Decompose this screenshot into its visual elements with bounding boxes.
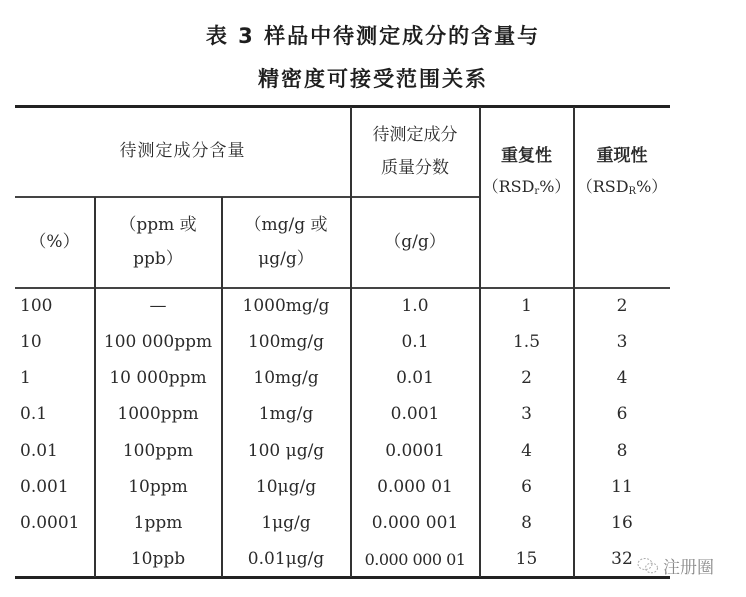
unit-sub: r <box>534 186 540 198</box>
cell-mg: 100 μg/g <box>247 440 325 461</box>
cell-gg: 0.0001 <box>385 440 445 461</box>
cell-rsd-r: 15 <box>515 548 538 569</box>
cell-rsd-R: 8 <box>616 440 628 461</box>
unit-suffix: %） <box>539 177 571 197</box>
unit-suffix: %） <box>636 177 668 197</box>
cell-percent: 1 <box>20 368 31 389</box>
cell-ppm: 1000ppm <box>117 404 199 425</box>
header-mass-fraction <box>351 107 479 196</box>
cell-gg: 0.001 <box>390 404 440 425</box>
subheader-mg <box>222 198 350 287</box>
cell-gg: 0.01 <box>396 368 434 389</box>
subheader-mg-line-2: μg/g） <box>258 248 314 269</box>
header-group-label: 待测定成分含量 <box>119 140 246 161</box>
unit-sub: R <box>628 186 637 198</box>
cell-rsd-r: 2 <box>521 368 532 389</box>
cell-percent: 0.001 <box>20 476 69 497</box>
cell-mg: 1μg/g <box>261 512 311 533</box>
cell-ppm: 100ppm <box>122 440 194 461</box>
cell-rsd-R: 3 <box>616 332 628 353</box>
cell-gg: 0.000 000 01 <box>364 549 466 569</box>
header-repeatability-label: 重复性 <box>501 146 552 166</box>
cell-rsd-R: 6 <box>616 404 628 425</box>
cell-rsd-r: 3 <box>521 404 532 425</box>
cell-percent: 10 <box>20 332 42 353</box>
wechat-icon <box>637 557 659 575</box>
cell-percent: 100 <box>20 296 53 317</box>
cell-rsd-R: 11 <box>611 476 633 497</box>
table-title-line-1: 表 3 样品中待测定成分的含量与 <box>205 24 541 48</box>
cell-rsd-r: 8 <box>521 512 532 533</box>
header-reproducibility <box>574 140 670 230</box>
unit-prefix: （RSD <box>576 177 629 197</box>
cell-ppm: 10 000ppm <box>109 368 207 389</box>
cell-ppm: 10ppb <box>130 548 186 569</box>
cell-gg: 1.0 <box>401 296 429 317</box>
cell-rsd-r: 1 <box>521 296 532 317</box>
header-reproducibility-unit <box>577 172 668 202</box>
subheader-gg-label: （g/g） <box>384 231 446 252</box>
cell-percent: 0.01 <box>20 440 58 461</box>
cell-ppm: 1ppm <box>133 512 183 533</box>
cell-mg: 100mg/g <box>247 332 325 353</box>
watermark <box>637 553 714 578</box>
cell-rsd-R: 32 <box>611 548 633 569</box>
unit-prefix: （RSD <box>482 177 535 197</box>
cell-mg: 1000mg/g <box>242 296 330 317</box>
cell-rsd-R: 2 <box>616 296 628 317</box>
cell-gg: 0.1 <box>401 332 429 353</box>
cell-gg: 0.000 01 <box>377 476 453 497</box>
cell-rsd-R: 16 <box>611 512 633 533</box>
header-repeatability <box>480 140 573 230</box>
cell-gg: 0.000 001 <box>371 512 459 533</box>
cell-mg: 10μg/g <box>255 476 317 497</box>
header-reproducibility-label: 重现性 <box>596 146 648 166</box>
cell-mg: 10mg/g <box>253 368 319 389</box>
cell-ppm: 100 000ppm <box>103 332 213 353</box>
subheader-ppm-line-1: （ppm 或 <box>119 215 197 236</box>
header-group-content <box>15 107 350 196</box>
cell-rsd-r: 1.5 <box>512 332 541 353</box>
cell-rsd-R: 4 <box>616 368 628 389</box>
cell-rsd-r: 4 <box>521 440 532 461</box>
cell-rsd-r: 6 <box>521 476 532 497</box>
subheader-ppm-line-2: ppb） <box>133 248 183 269</box>
cell-mg: 1mg/g <box>258 404 314 425</box>
subheader-percent <box>15 198 94 287</box>
subheader-ppm <box>95 198 221 287</box>
header-mass-fraction-line-2: 质量分数 <box>381 157 449 178</box>
subheader-gg <box>351 198 479 287</box>
header-repeatability-unit <box>483 172 571 202</box>
cell-percent: 0.0001 <box>20 512 80 533</box>
subheader-percent-label: （%） <box>29 231 80 252</box>
cell-ppm: 10ppm <box>128 476 188 497</box>
cell-mg: 0.01μg/g <box>247 548 325 569</box>
watermark-text: 注册圈 <box>663 558 714 578</box>
cell-percent <box>15 542 94 578</box>
subheader-mg-line-1: （mg/g 或 <box>244 215 328 236</box>
cell-ppm: — <box>149 296 167 317</box>
table-title-line-2: 精密度可接受范围关系 <box>258 67 488 91</box>
cell-percent: 0.1 <box>20 404 48 425</box>
header-mass-fraction-line-1: 待测定成分 <box>372 125 458 146</box>
